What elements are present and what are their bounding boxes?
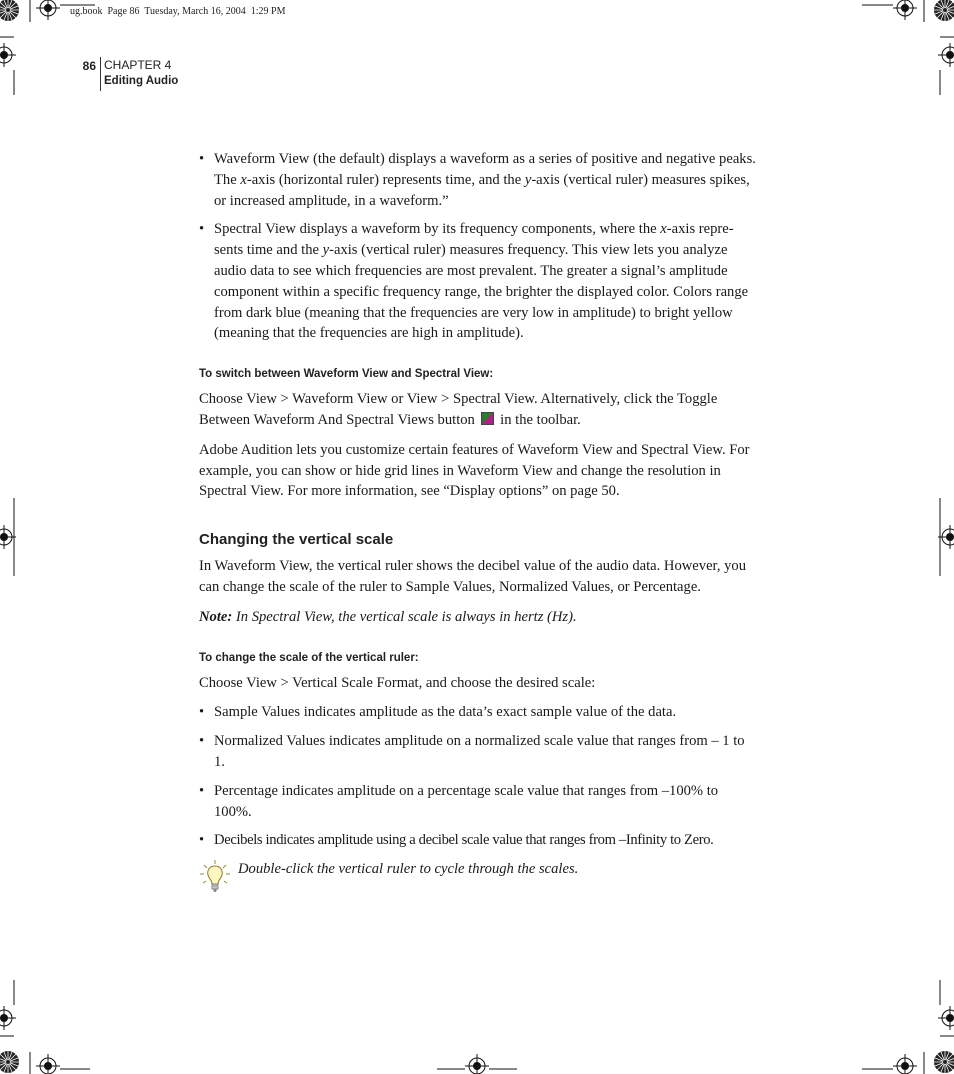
procedure-heading-2: To change the scale of the vertical ruler: xyxy=(199,651,419,664)
crosshair-icon xyxy=(938,525,954,549)
list-item xyxy=(199,219,757,344)
registration-star-icon xyxy=(934,1051,954,1073)
crosshair-icon xyxy=(893,1054,917,1074)
axis-variable: y xyxy=(322,242,330,259)
registration-star-icon xyxy=(0,1051,19,1073)
section-intro: In Waveform View, the vertical ruler shows the decibel value of the audio data. However, you can change the scale of the ruler to Sample Values, Normalized Values, or Percentage. xyxy=(199,558,747,595)
options-paragraph: Adobe Audition lets you customize certain features of Waveform View and Spectral View. For example, you can show or hide grid lines in Waveform View and change the resolution in Spectral View. For more information, see “Display options” on page 50. xyxy=(199,441,750,500)
axis-variable: x xyxy=(660,221,667,238)
crosshair-icon xyxy=(36,1054,60,1074)
axis-variable: x xyxy=(240,171,247,188)
tip-text: Double-click the vertical ruler to cycle through the scales. xyxy=(238,861,579,878)
crosshair-icon xyxy=(0,525,16,549)
list-item-text: Spectral View displays a waveform by its frequency components, where the xyxy=(214,221,661,238)
procedure-step-text-end: in the toolbar. xyxy=(500,411,581,428)
list-item-text: -axis (vertical ruler) measures frequency. This view lets you analyze audio data to see which frequencies are most prevalent. The greater a signal’s amplitude component within a specific frequency range, the brighter the displayed color. Colors range from dark blue (meaning that the frequencies are very low in amplitude) to bright yellow (meaning that the frequencies are high in amplitude). xyxy=(214,242,749,342)
chapter-label: CHAPTER 4 xyxy=(104,58,172,72)
scale-options-list xyxy=(199,702,757,851)
note xyxy=(199,607,757,628)
note-label: Note: xyxy=(199,608,233,625)
list-item-text: -axis (vertical ruler) measures spikes, or increased amplitude, in a waveform.” xyxy=(214,171,750,209)
crosshair-icon xyxy=(36,0,60,20)
toggle-waveform-spectral-icon xyxy=(481,412,494,425)
list-item: • Percentage indicates amplitude on a percentage scale value that ranges from –100% to 100%. xyxy=(199,781,757,823)
crosshair-icon xyxy=(893,0,917,20)
note-text: In Spectral View, the vertical scale is always in hertz (Hz). xyxy=(235,608,577,625)
axis-variable: y xyxy=(524,171,532,188)
list-item-text: Waveform View (the default) displays a waveform as a series of positive and negative peaks. The xyxy=(214,151,756,188)
list-item: • Normalized Values indicates amplitude on a normalized scale value that ranges from – 1 to 1. xyxy=(199,731,757,773)
tip xyxy=(199,859,757,880)
crosshair-icon xyxy=(0,1006,16,1030)
list-item: • Decibels indicates amplitude using a decibel scale value that ranges from –Infinity to Zero. xyxy=(199,830,757,851)
registration-star-icon xyxy=(0,0,19,21)
view-modes-list xyxy=(199,149,757,344)
list-item-text: -axis represents time and the xyxy=(214,221,734,259)
procedure-step-2: Choose View > Vertical Scale Format, and choose the desired scale: xyxy=(199,674,596,691)
print-slug: ug.book Page 86 Tuesday, March 16, 2004 1:29 PM xyxy=(70,6,286,17)
chapter-title: Editing Audio xyxy=(104,75,179,87)
page-number: 86 xyxy=(82,59,96,73)
crosshair-icon xyxy=(938,43,954,67)
page-body xyxy=(199,149,757,880)
registration-star-icon xyxy=(934,0,954,21)
list-item: • Sample Values indicates amplitude as the data’s exact sample value of the data. xyxy=(199,702,757,723)
procedure-heading: To switch between Waveform View and Spectral View: xyxy=(199,368,494,381)
crosshair-icon xyxy=(0,43,16,67)
lightbulb-icon xyxy=(199,859,233,895)
header-divider xyxy=(100,57,101,91)
list-item xyxy=(199,149,757,211)
section-heading: Changing the vertical scale xyxy=(199,531,394,549)
crosshair-icon xyxy=(938,1006,954,1030)
crosshair-icon xyxy=(465,1054,489,1074)
procedure-step xyxy=(199,389,757,431)
procedure-step-text: Choose View > Waveform View or View > Spectral View. Alternatively, click the Toggle Between Waveform And Spectral Views button xyxy=(199,391,718,428)
list-item-text: -axis (horizontal ruler) represents time, and the xyxy=(246,171,525,188)
